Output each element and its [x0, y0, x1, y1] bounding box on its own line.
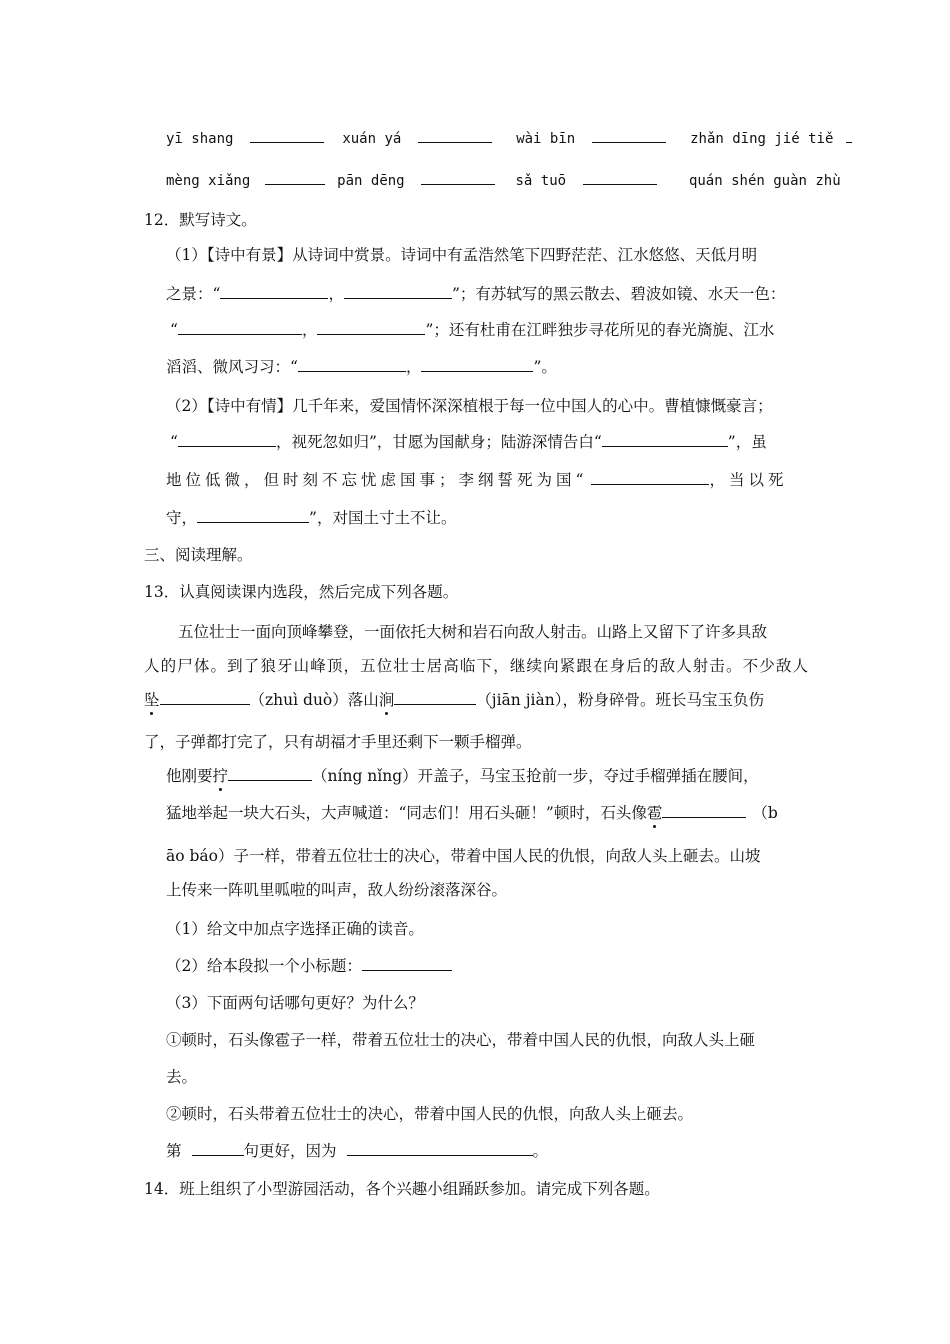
option-2: ②顿时，石头带着五位壮士的决心，带着中国人民的仇恨，向敌人头上砸去。: [166, 1105, 694, 1123]
answer-blank[interactable]: [347, 1141, 533, 1156]
passage-line: 了，子弹都打完了，只有胡福才手里还剩下一颗手榴弹。: [144, 733, 532, 751]
answer-blank[interactable]: [602, 432, 728, 447]
dotted-char: 涧: [378, 691, 395, 709]
text: 之景：“: [166, 285, 221, 303]
text: “: [170, 321, 178, 339]
q12-p2-line3: [166, 470, 787, 490]
text: （níng nǐng）开盖子，马宝玉抢前一步，夺过手榴弹插在腰间，: [312, 767, 759, 785]
text: 第: [166, 1142, 182, 1160]
answer-blank[interactable]: [394, 690, 476, 705]
q13-sub2: [166, 956, 452, 976]
answer-blank[interactable]: [317, 320, 425, 335]
section-heading: 三、阅读理解。: [144, 546, 253, 564]
q13-title: 13．认真阅读课内选段，然后完成下列各题。: [144, 583, 459, 601]
text: 。: [532, 1142, 549, 1160]
pinyin-word: pān dēng: [337, 173, 405, 189]
answer-blank[interactable]: [591, 470, 709, 485]
text: ”，虽: [727, 433, 767, 451]
q13-sub1: （1）给文中加点字选择正确的读音。: [166, 920, 424, 938]
passage-line: āo báo）子一样，带着五位壮士的决心，带着中国人民的仇恨，向敌人头上砸去。山坡: [166, 847, 761, 865]
answer-blank[interactable]: [344, 284, 452, 299]
text: ”。: [533, 358, 557, 376]
option-1-line2: 去。: [166, 1068, 198, 1086]
pinyin-word: mèng xiǎng: [166, 173, 251, 189]
text: ，: [301, 321, 318, 339]
text: 猛地举起一块大石头，大声喊道：“同志们！用石头砸！”顿时，石头像: [166, 804, 647, 822]
answer-blank[interactable]: [160, 690, 250, 705]
answer-blank[interactable]: [421, 357, 533, 372]
text: ”，对国土寸土不让。: [309, 509, 457, 527]
text: ”；还有杜甫在江畔独步寻花所见的春光旖旎、江水: [425, 321, 775, 339]
q12-p1-line1: （1）【诗中有景】从诗词中赏景。诗词中有孟浩然笔下四野茫茫、江水悠悠、天低月明: [166, 246, 758, 264]
text: 滔滔、微风习习：“: [166, 358, 298, 376]
passage-line: [166, 766, 759, 786]
text: 守，: [166, 509, 198, 527]
answer-blank[interactable]: [220, 284, 328, 299]
answer-blank[interactable]: [197, 508, 309, 523]
pinyin-word: yī shang: [166, 131, 234, 147]
q12-p2-line2: [170, 432, 767, 452]
text: 地位低微，但时刻不忘忧虑国事；李纲誓死为国“: [166, 471, 588, 489]
answer-blank[interactable]: [583, 170, 657, 185]
dotted-char: 坠: [144, 691, 160, 709]
answer-blank[interactable]: [418, 128, 492, 143]
q12-title: 12．默写诗文。: [144, 211, 257, 229]
text: （jiān jiàn），粉身碎骨。班长马宝玉负伤: [476, 691, 764, 709]
answer-blank[interactable]: [298, 357, 406, 372]
answer-blank[interactable]: [362, 956, 452, 971]
q12-p1-line4: [166, 357, 557, 377]
pinyin-row-2: [166, 170, 841, 191]
q12-p1-line3: [170, 320, 774, 340]
q13-sub3: （3）下面两句话哪句更好？为什么？: [166, 994, 424, 1012]
pinyin-row-1: [166, 128, 852, 149]
answer-blank[interactable]: [178, 432, 276, 447]
answer-blank[interactable]: [846, 128, 852, 143]
answer-blank[interactable]: [265, 170, 325, 185]
pinyin-word: wài bīn: [516, 131, 576, 147]
q14-title: 14．班上组织了小型游园活动，各个兴趣小组踊跃参加。请完成下列各题。: [144, 1180, 660, 1198]
text: （2）给本段拟一个小标题：: [166, 957, 362, 975]
passage-line: [144, 690, 764, 710]
answer-blank[interactable]: [421, 170, 495, 185]
pinyin-word: xuán yá: [342, 131, 402, 147]
text: （b: [752, 804, 778, 822]
dotted-char: 拧: [212, 767, 229, 785]
text: 他刚要: [166, 767, 213, 785]
q12-p2-line4: [166, 508, 456, 528]
text: ”；有苏轼写的黑云散去、碧波如镜、水天一色：: [451, 285, 786, 303]
text: ，: [328, 285, 344, 303]
answer-blank[interactable]: [192, 1141, 244, 1156]
text: 句更好，因为: [243, 1142, 337, 1160]
answer-blank[interactable]: [228, 766, 312, 781]
pinyin-word: sǎ tuō: [515, 173, 567, 189]
text: ，当以死: [709, 471, 788, 489]
dotted-char: 雹: [646, 804, 663, 822]
q12-p2-line1: （2）【诗中有情】几千年来，爱国情怀深深植根于每一位中国人的心中。曹植慷慨豪言；: [166, 397, 773, 415]
q13-answer-line: [166, 1141, 548, 1161]
pinyin-word: quán shén guàn zhù: [688, 173, 841, 189]
passage-line: [166, 803, 778, 823]
passage-line: 人的尸体。到了狼牙山峰顶，五位壮士居高临下，继续向紧跟在身后的敌人射击。不少敌人: [144, 657, 808, 675]
text: ，: [405, 358, 422, 376]
q12-p1-line2: [166, 284, 785, 304]
text: （zhuì duò）落山: [249, 691, 379, 709]
answer-blank[interactable]: [592, 128, 666, 143]
answer-blank[interactable]: [662, 803, 746, 818]
text: ，视死忽如归”，甘愿为国献身；陆游深情告白“: [275, 433, 602, 451]
text: “: [170, 433, 178, 451]
passage-line: 上传来一阵叽里呱啦的叫声，敌人纷纷滚落深谷。: [166, 881, 508, 899]
option-1-line1: ①顿时，石头像雹子一样，带着五位壮士的决心，带着中国人民的仇恨，向敌人头上砸: [166, 1031, 756, 1049]
passage-line: 五位壮士一面向顶峰攀登，一面依托大树和岩石向敌人射击。山路上又留下了许多具敌: [178, 623, 768, 641]
answer-blank[interactable]: [250, 128, 324, 143]
pinyin-word: zhǎn dīng jié tiě: [690, 131, 834, 147]
answer-blank[interactable]: [178, 320, 302, 335]
